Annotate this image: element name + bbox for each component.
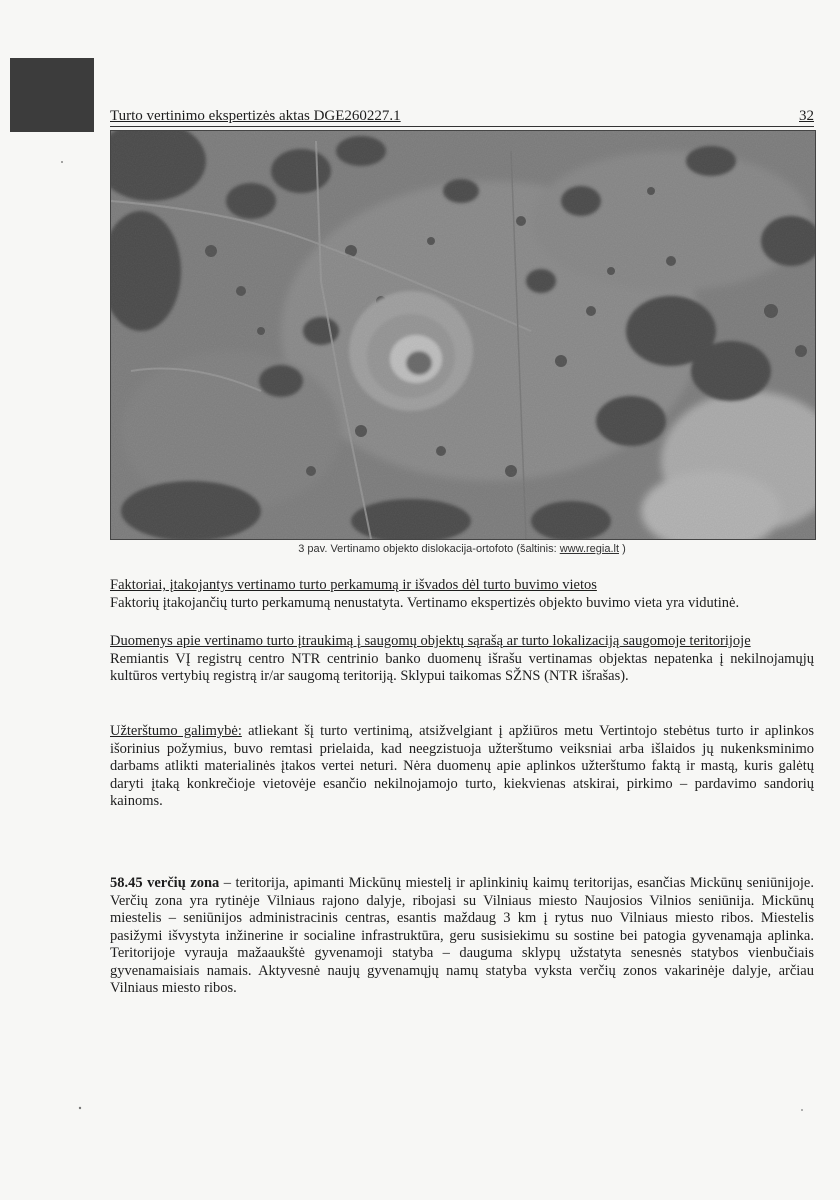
heritage-body: Remiantis VĮ registrų centro NTR centrinio banko duomenų išrašu vertinamas objektas nepatenka į nekilnojamųjų kultūros vertybių registrą ir/ar saugomą teritoriją. Sklypui taikomas SŽNS (NTR išrašas).: [110, 650, 814, 684]
factors-heading: Faktoriai, įtakojantys vertinamo turto perkamumą ir išvados dėl turto buvimo vietos: [110, 577, 597, 593]
value-zone-section: [110, 875, 814, 998]
value-zone-heading: 58.45 verčių zona: [110, 875, 220, 891]
page-number: 32: [799, 108, 814, 124]
pollution-heading: Užterštumo galimybė:: [110, 723, 242, 739]
factors-section: [110, 577, 814, 612]
page-header: [110, 107, 814, 127]
value-zone-body: – teritorija, apimanti Mickūnų miestelį ir aplinkinių kaimų teritorijas, esančias Mickūnų seniūnijoje. Verčių zona yra rytinėje Vilniaus rajono dalyje, ribojasi su Vilniaus miesto Naujosios Vilnios seniūnija. Mickūnų miestelis – seniūnijos administracinis centras, esantis maždaug 3 km į rytus nuo Vilniaus miesto ribos. Miestelis pasižymi išvystyta inžinerine ir socialine infrastruktūra, geru susisiekimu su sostine bei patogia gyvenamąja aplinka. Teritorijoje vyrauja mažaaukštė gyvenamoji statyba – dauguma sklypų užstatyta senesnės statybos vienbučiais gyvenamaisiais namais. Aktyvesnė naujų gyvenamųjų namų statyba vyksta verčių zonos vakarinėje dalyje, arčiau Vilniaus miesto ribos.: [110, 875, 814, 996]
pollution-section: [110, 723, 814, 811]
document-title: Turto vertinimo ekspertizės aktas DGE260227.1: [110, 108, 401, 124]
orthophoto-illustration: [111, 131, 815, 539]
caption-end: ): [619, 543, 626, 555]
orthophoto-image: [110, 130, 816, 540]
scan-corner-mark: [10, 58, 94, 132]
pollution-body: atliekant šį turto vertinimą, atsižvelgiant į apžiūros metu Vertintojo stebėtus turto ir aplinkos išorinius požymius, buvo remtasi prielaida, kad neegzistuoja užterštumo veiksniai arba išlaidos jų nukenksminimo darbams atlikti materialinės įtakos vertei neturi. Nėra duomenų apie aplinkos užterštumo faktą ir mastą, kuris galėtų daryti įtaką konkrečioje vietovėje esančio nekilnojamojo turto, kiekvienas atskirai, pirkimo – pardavimo sandorių kainoms.: [110, 723, 815, 809]
heritage-heading: Duomenys apie vertinamo turto įtraukimą į saugomų objektų sąrašą ar turto lokalizaciją saugomoje teritorijoje: [110, 633, 751, 649]
source-link[interactable]: www.regia.lt: [559, 543, 620, 555]
caption-text: 3 pav. Vertinamo objekto dislokacija-ortofoto (šaltinis:: [298, 543, 560, 555]
heritage-section: [110, 633, 814, 686]
factors-body: Faktorių įtakojančių turto perkamumą nenustatyta. Vertinamo ekspertizės objekto buvimo vieta yra vidutinė.: [110, 594, 740, 611]
figure-caption: [110, 543, 814, 555]
